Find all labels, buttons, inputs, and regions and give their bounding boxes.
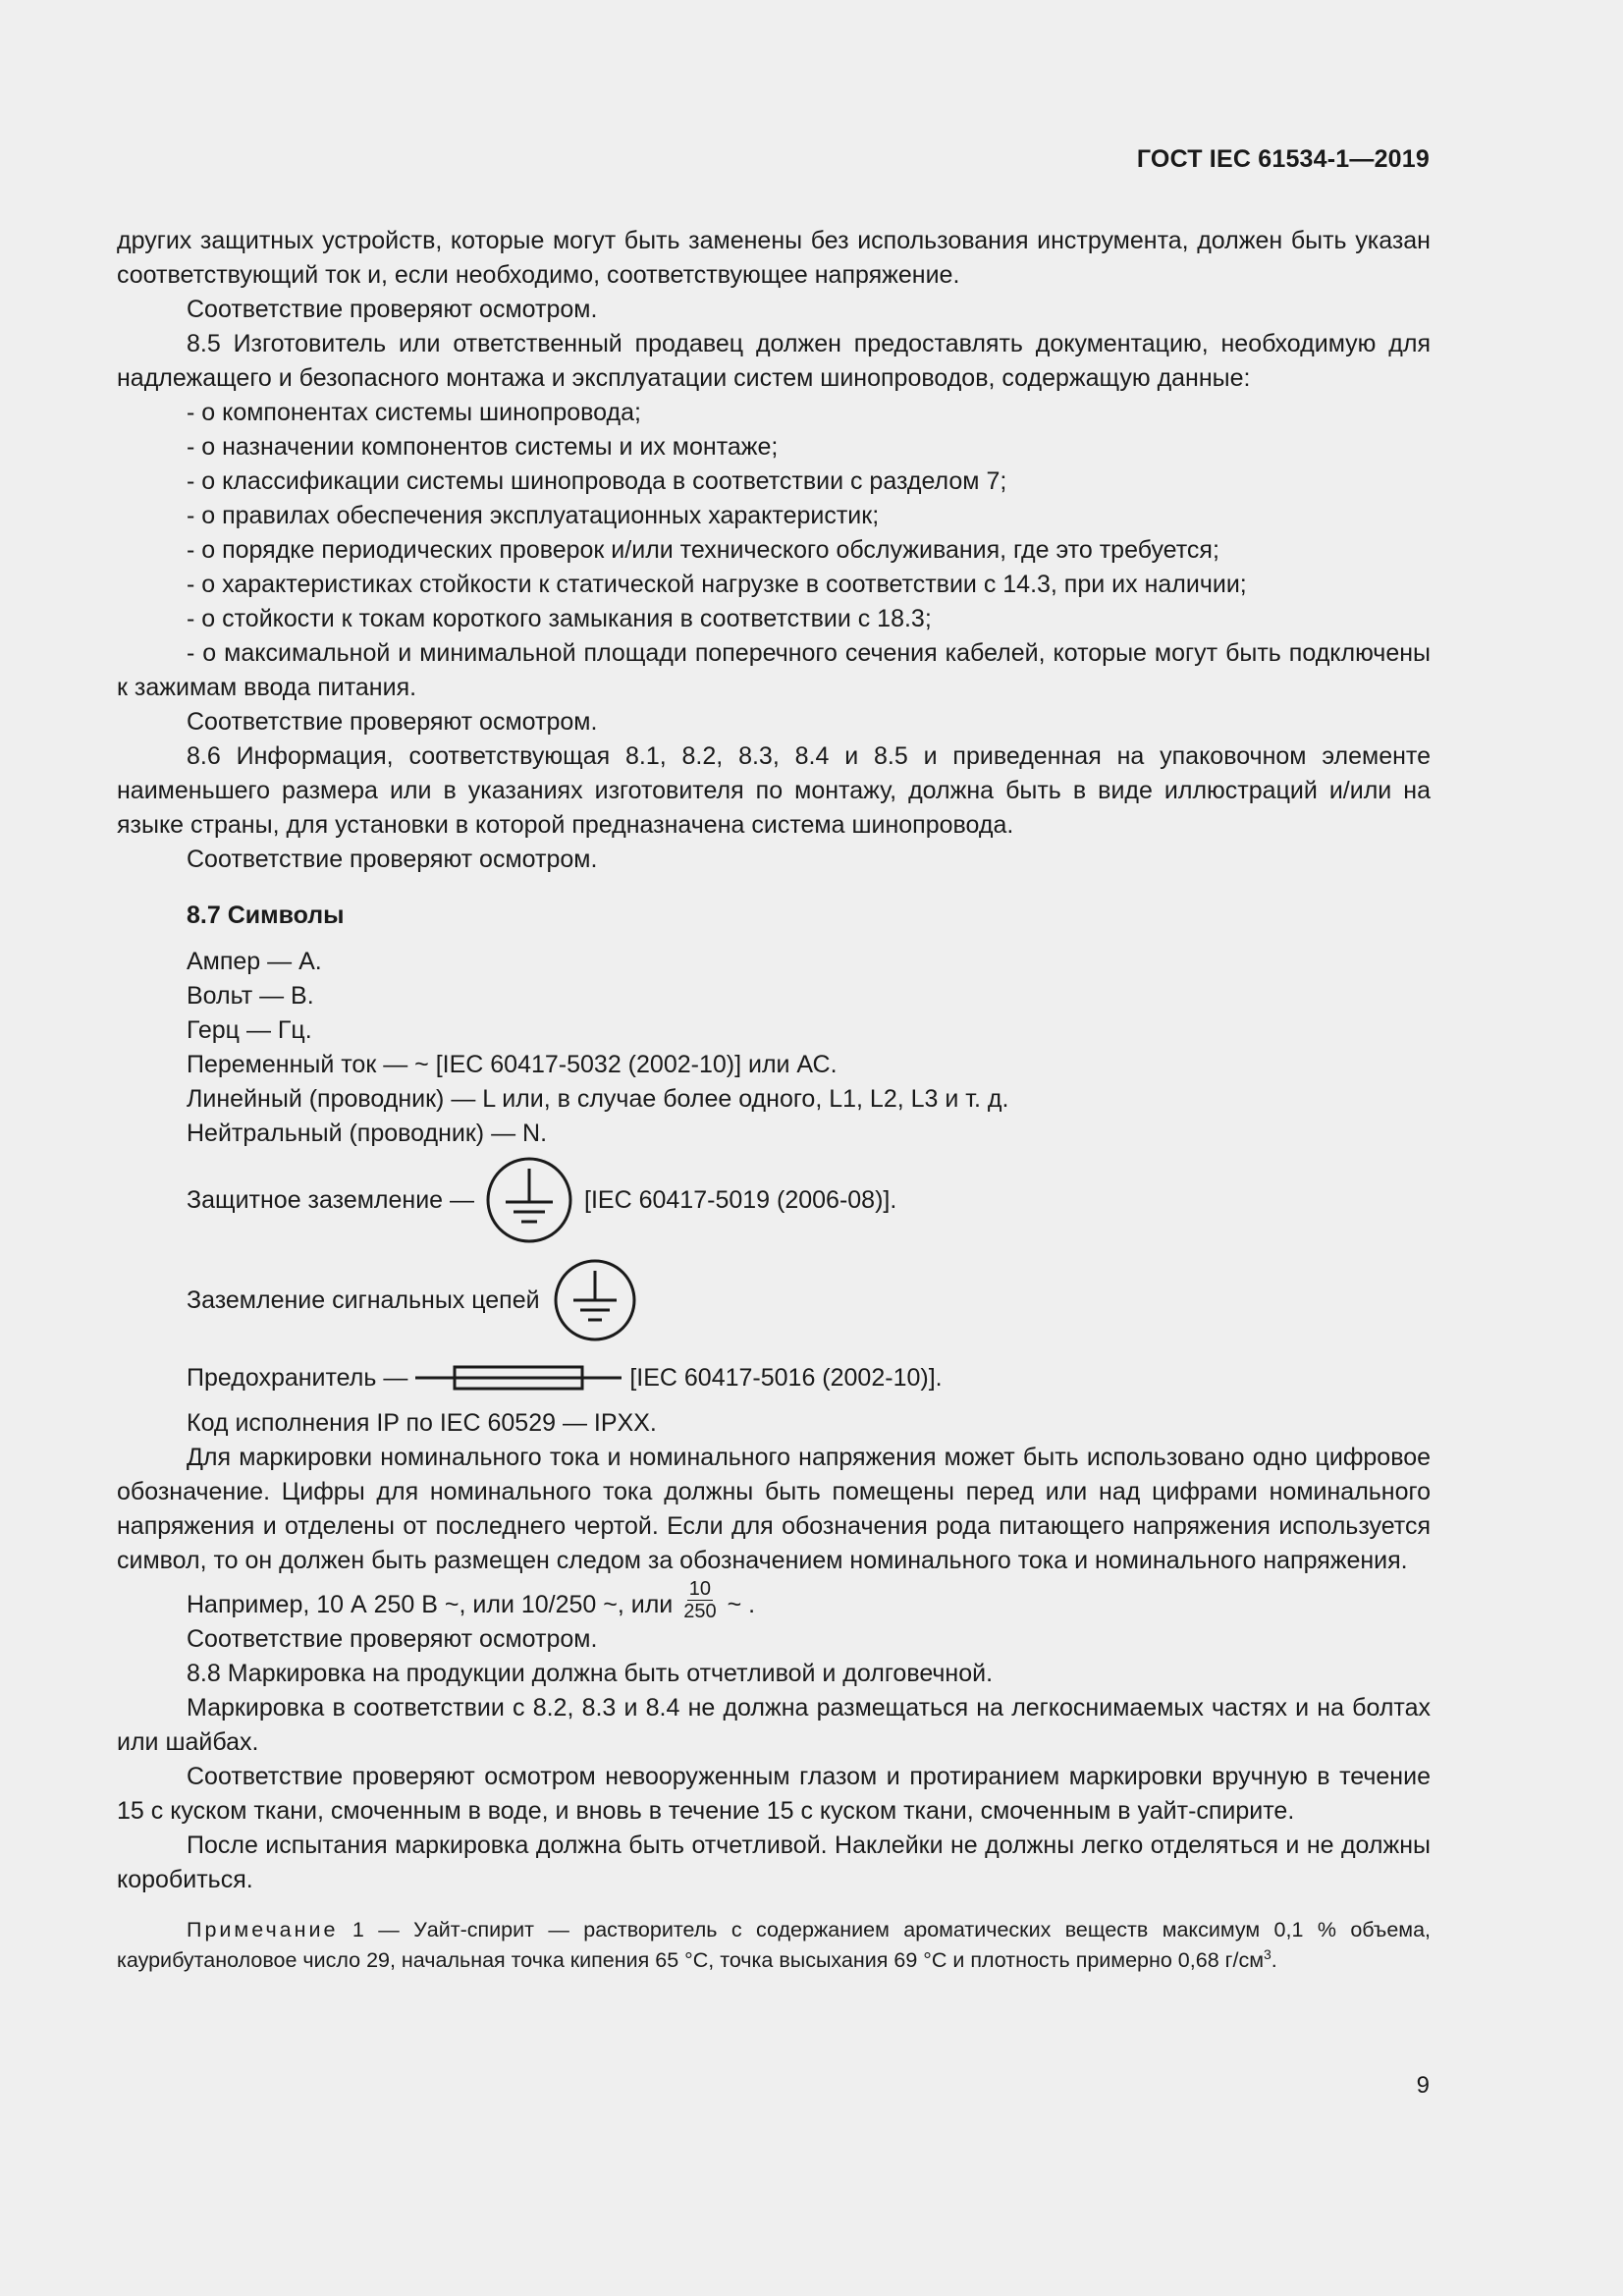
note-text: 1 — Уайт-спирит — растворитель с содержанием ароматических веществ максимум 0,1 % объема, каурибутаноловое число 29, начальная точка кипения 65 °С, точка высыхания 69 °С и плотность примерно 0,68 г/см [117,1918,1431,1972]
paragraph: Соответствие проверяют осмотром. [187,708,598,736]
symbol-line: Герц — Гц. [187,1016,312,1044]
protective-earth-label: Защитное заземление — [187,1185,475,1214]
note [117,1915,1431,1976]
signal-earth-icon [548,1259,642,1341]
list-item: - о характеристиках стойкости к статической нагрузке в соответствии с 14.3, при их наличии; [187,571,1247,598]
paragraph: Соответствие проверяют осмотром. [187,296,598,323]
document-body [117,224,1431,1976]
symbol-line: Нейтральный (проводник) — N. [187,1120,548,1147]
example-suffix: ~ . [727,1591,756,1619]
ip-code-line: Код исполнения IP по IEC 60529 — IPXX. [187,1409,657,1437]
symbol-line: Линейный (проводник) — L или, в случае более одного, L1, L2, L3 и т. д. [187,1085,1009,1113]
paragraph: других защитных устройств, которые могут быть заменены без использования инструмента, должен быть указан соответствующий ток и, если необходимо, соответствующее напряжение. [117,227,1431,289]
note-label: Примечание [187,1918,339,1941]
document-header: ГОСТ IEC 61534-1—2019 [1136,145,1430,173]
paragraph: Соответствие проверяют осмотром невооруженным глазом и протиранием маркировки вручную в течение 15 с куском ткани, смоченным в воде, и вновь в течение 15 с куском ткани, смоченным в уайт-спирите. [117,1763,1431,1825]
paragraph: Соответствие проверяют осмотром. [187,1625,598,1653]
list-item: - о классификации системы шинопровода в соответствии с разделом 7; [187,467,1007,495]
note-end: . [1271,1948,1277,1972]
fuse-ref: [IEC 60417-5016 (2002-10)]. [629,1363,943,1392]
protective-earth-ref: [IEC 60417-5019 (2006-08)]. [584,1185,897,1214]
list-item: - о стойкости к токам короткого замыкания в соответствии с 18.3; [187,605,932,632]
fraction-denominator: 250 [683,1601,717,1622]
protective-earth-row [117,1157,1431,1243]
paragraph-8-5: 8.5 Изготовитель или ответственный продавец должен предоставлять документацию, необходимую для надлежащего и безопасного монтажа и эксплуатации систем шинопроводов, содержащую данные: [117,330,1431,392]
list-item: - о порядке периодических проверок и/или технического обслуживания, где это требуется; [187,536,1219,564]
paragraph-8-8: 8.8 Маркировка на продукции должна быть отчетливой и долговечной. [187,1660,994,1687]
paragraph-8-6: 8.6 Информация, соответствующая 8.1, 8.2, 8.3, 8.4 и 8.5 и приведенная на упаковочном элементе наименьшего размера или в указаниях изготовителя по монтажу, должна быть в виде иллюстраций и/или на языке страны, для установки в которой предназначена система шинопровода. [117,742,1431,839]
signal-earth-label: Заземление сигнальных цепей [187,1285,540,1314]
fuse-icon [415,1363,622,1393]
protective-earth-icon [480,1157,578,1243]
note-superscript: 3 [1263,1945,1271,1962]
paragraph: Соответствие проверяют осмотром. [187,846,598,873]
paragraph: После испытания маркировка должна быть отчетливой. Наклейки не должны легко отделяться и не должны коробиться. [117,1831,1431,1893]
fraction-numerator: 10 [688,1578,712,1600]
marking-paragraph: Для маркировки номинального тока и номинального напряжения может быть использовано одно цифровое обозначение. Цифры для номинального тока должны быть помещены перед или над цифрами номинального напряжения и отделены от последнего чертой. Если для обозначения рода питающего напряжения используется символ, то он должен быть размещен следом за обозначением номинального тока и номинального напряжения. [117,1444,1431,1574]
symbol-line: Вольт — В. [187,982,314,1010]
signal-earth-row [117,1257,1431,1343]
symbol-line: Ампер — А. [187,948,322,975]
list-item: - о максимальной и минимальной площади поперечного сечения кабелей, которые могут быть подключены к зажимам ввода питания. [117,639,1431,701]
paragraph: Маркировка в соответствии с 8.2, 8.3 и 8.4 не должна размещаться на легкоснимаемых частях и на болтах или шайбах. [117,1694,1431,1756]
list-item: - о назначении компонентов системы и их монтаже; [187,433,779,461]
fuse-row [117,1353,1431,1402]
section-heading: 8.7 Символы [187,902,345,929]
page-number: 9 [1416,2072,1430,2099]
fuse-label: Предохранитель — [187,1363,408,1392]
example-fraction [683,1578,716,1622]
symbol-line: Переменный ток — ~ [IEC 60417-5032 (2002-10)] или АС. [187,1051,838,1078]
example-prefix: Например, 10 А 250 В ~, или 10/250 ~, или [187,1591,674,1619]
list-item: - о компонентах системы шинопровода; [187,399,641,426]
list-item: - о правилах обеспечения эксплуатационных характеристик; [187,502,880,529]
